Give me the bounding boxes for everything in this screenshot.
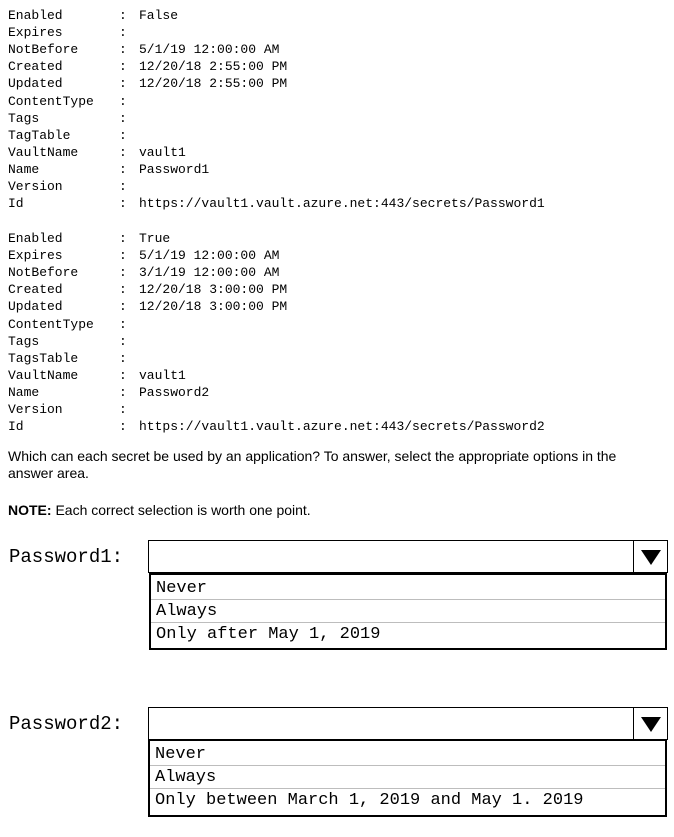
property-separator: : [119, 402, 127, 417]
property-separator: : [119, 265, 127, 281]
password2-dropdown[interactable] [148, 707, 668, 740]
property-separator: : [119, 127, 127, 143]
property-value: https://vault1.vault.azure.net:443/secrets/Password2 [139, 419, 545, 435]
property-key: Updated [8, 299, 63, 315]
chevron-down-icon [641, 714, 661, 734]
password2-options-list [148, 739, 667, 817]
question-text: Which can each secret be used by an application? To answer, select the appropriate options in the answer area. [8, 448, 617, 481]
property-separator: : [119, 248, 127, 264]
password1-option-after-may[interactable]: Only after May 1, 2019 [156, 625, 381, 644]
property-separator: : [119, 144, 127, 160]
property-separator: : [119, 231, 127, 246]
password2-option-never[interactable]: Never [150, 743, 665, 766]
property-key: TagsTable [8, 350, 79, 366]
property-separator: : [119, 42, 127, 58]
property-value: 12/20/18 3:00:00 PM [139, 299, 288, 315]
property-key: NotBefore [8, 265, 79, 281]
property-separator: : [119, 76, 127, 92]
property-value: 3/1/19 12:00:00 AM [139, 265, 280, 281]
property-key: Version [8, 402, 63, 417]
property-key: ContentType [8, 93, 94, 109]
chevron-down-icon [641, 547, 661, 567]
password1-option-never[interactable]: Never [151, 577, 665, 600]
password1-options-list [149, 573, 667, 650]
note-text: Each correct selection is worth one point. [51, 502, 311, 518]
property-value: Password1 [139, 161, 210, 177]
note [8, 502, 311, 519]
property-key: Name [8, 384, 40, 400]
property-key: VaultName [8, 144, 79, 160]
property-key: Created [8, 59, 63, 75]
property-value: 5/1/19 12:00:00 AM [139, 42, 280, 58]
property-separator: : [119, 179, 127, 194]
property-separator: : [119, 299, 127, 315]
property-separator: : [119, 367, 127, 383]
property-separator: : [119, 161, 127, 177]
property-key: Id [8, 419, 24, 435]
property-key: Tags [8, 110, 40, 126]
password1-dropdown[interactable] [148, 540, 668, 573]
property-key: Created [8, 282, 63, 298]
property-separator: : [119, 59, 127, 75]
property-separator: : [119, 93, 127, 109]
property-key: Updated [8, 76, 63, 92]
property-key: TagTable [8, 127, 71, 143]
property-value: vault1 [139, 144, 186, 160]
property-value: vault1 [139, 367, 186, 383]
property-key: Id [8, 196, 24, 212]
property-separator: : [119, 196, 127, 212]
property-value: 12/20/18 3:00:00 PM [139, 282, 288, 298]
property-key: ContentType [8, 316, 94, 332]
property-value: 12/20/18 2:55:00 PM [139, 59, 288, 75]
property-value: False [139, 8, 179, 23]
property-key: Enabled [8, 231, 63, 246]
property-key: Enabled [8, 8, 63, 23]
note-label: NOTE: [8, 502, 52, 518]
property-value: True [139, 231, 171, 246]
property-key: Name [8, 161, 40, 177]
password2-option-between[interactable]: Only between March 1, 2019 and May 1. 2019 [155, 791, 584, 810]
property-value: 12/20/18 2:55:00 PM [139, 76, 288, 92]
property-key: Expires [8, 25, 63, 41]
property-separator: : [119, 384, 127, 400]
property-separator: : [119, 350, 127, 366]
property-key: Version [8, 179, 63, 194]
property-separator: : [119, 333, 127, 349]
property-separator: : [119, 110, 127, 126]
property-separator: : [119, 8, 127, 23]
password1-label: Password1: [9, 546, 124, 568]
password2-label: Password2: [9, 713, 124, 735]
password2-option-always[interactable]: Always [150, 766, 665, 789]
property-value: 5/1/19 12:00:00 AM [139, 248, 280, 264]
property-separator: : [119, 282, 127, 298]
password2-dropdown-toggle[interactable] [633, 708, 667, 739]
property-separator: : [119, 25, 127, 41]
property-key: NotBefore [8, 42, 79, 58]
password1-option-always[interactable]: Always [151, 600, 665, 623]
property-value: Password2 [139, 384, 210, 400]
property-key: VaultName [8, 367, 79, 383]
property-key: Expires [8, 248, 63, 264]
property-value: https://vault1.vault.azure.net:443/secrets/Password1 [139, 196, 545, 212]
property-key: Tags [8, 333, 40, 349]
password1-dropdown-toggle[interactable] [633, 541, 667, 572]
property-separator: : [119, 419, 127, 435]
property-separator: : [119, 316, 127, 332]
